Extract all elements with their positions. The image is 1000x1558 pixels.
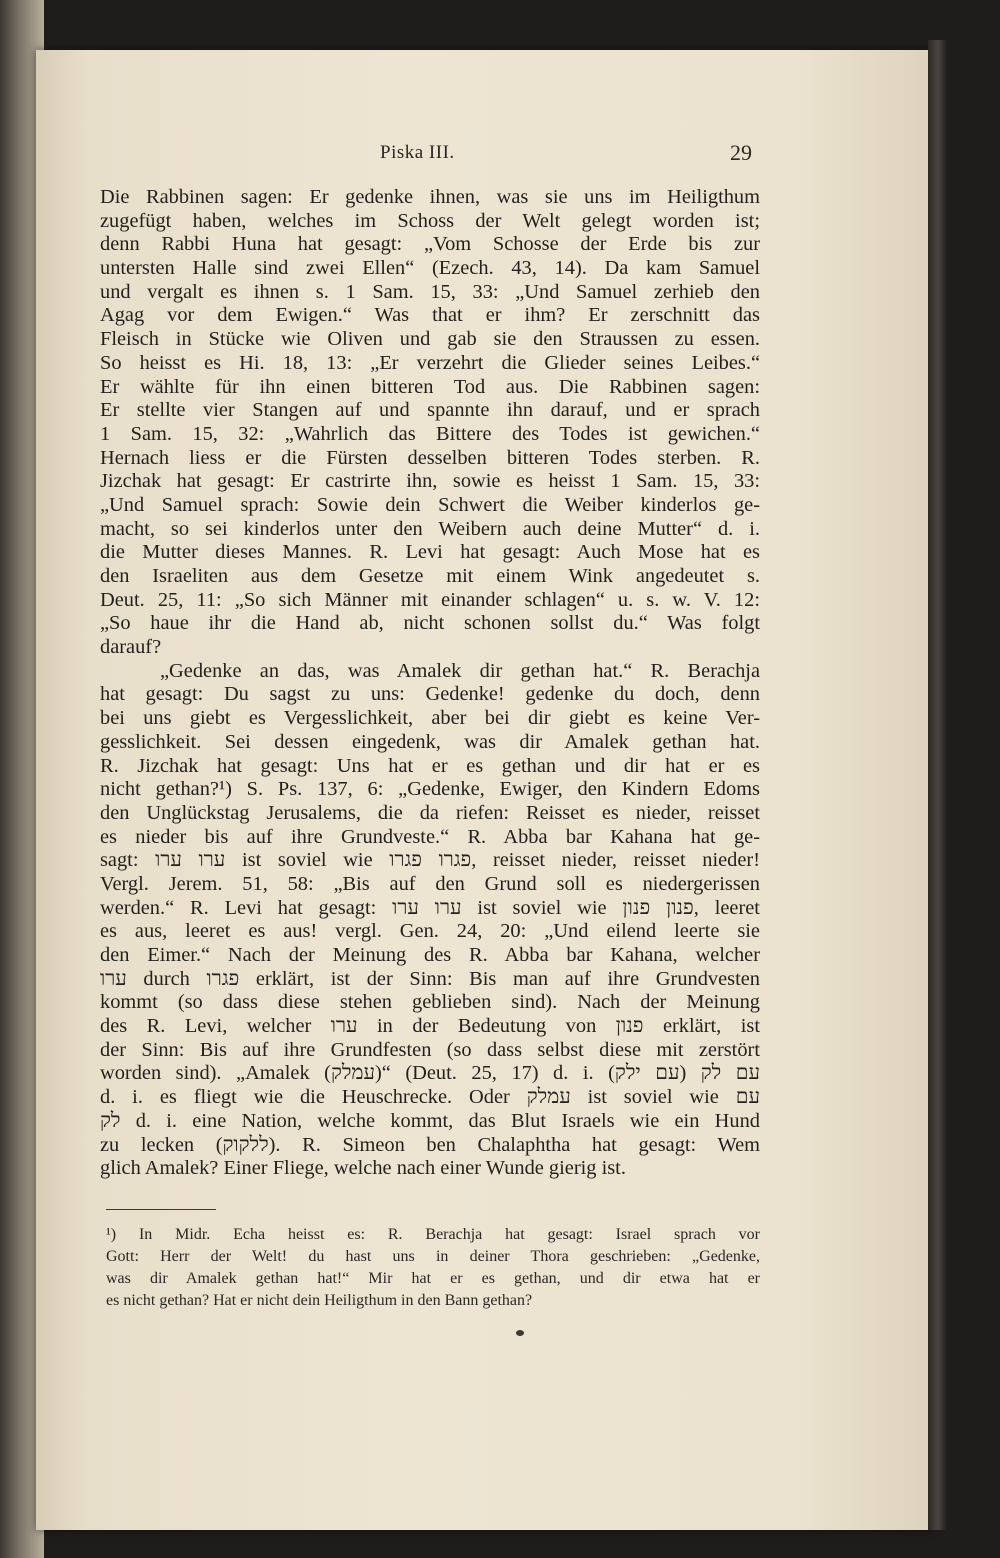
footnote: [106, 1224, 760, 1312]
text-line: es aus, leeret es aus! vergl. Gen. 24, 20: „Und eilend leerte sie: [100, 920, 760, 943]
text-line: Die Rabbinen sagen: Er gedenke ihnen, was sie uns im Heiligthum: [100, 186, 760, 208]
text-line: glich Amalek? Einer Fliege, welche nach einer Wunde gierig ist.: [100, 1157, 626, 1180]
ink-spot: [516, 1330, 524, 1336]
text-line: zu lecken (ללקוק). R. Simeon ben Chalaphtha hat gesagt: Wem: [100, 1133, 760, 1156]
footnote-divider: [106, 1209, 216, 1210]
text-line: kommt (so dass diese stehen geblieben sind). Nach der Meinung: [100, 991, 760, 1014]
page-number: 29: [730, 140, 752, 165]
text-line: denn Rabbi Huna hat gesagt: „Vom Schosse der Erde bis zur: [100, 233, 760, 256]
page-header: [0, 142, 1000, 172]
text-line: nicht gethan?¹) S. Ps. 137, 6: „Gedenke, Ewiger, den Kindern Edoms: [100, 778, 760, 801]
text-line: d. i. es fliegt wie die Heuschrecke. Oder עמלק ist soviel wie עם: [100, 1086, 760, 1109]
text-line: es nieder bis auf ihre Grundveste.“ R. Abba bar Kahana hat ge-: [100, 825, 760, 848]
text-line: sagt: ערו ערו ist soviel wie פגרו פגרו, reisset nieder, reisset nieder!: [100, 849, 761, 872]
text-line: darauf?: [100, 636, 162, 659]
book-cover-edge: [928, 40, 948, 1530]
text-line: לק d. i. eine Nation, welche kommt, das Blut Israels wie ein Hund: [100, 1109, 760, 1132]
text-line: Er wählte für ihn einen bitteren Tod aus. Die Rabbinen sagen:: [100, 375, 760, 398]
footnote-line: es nicht gethan? Hat er nicht dein Heiligthum in den Bann gethan?: [106, 1292, 533, 1309]
running-title: Piska III.: [380, 142, 455, 163]
text-line: worden sind). „Amalek (עמלק)“ (Deut. 25, 17) d. i. עם לק (עם ילק): [100, 1062, 760, 1085]
text-line: hat gesagt: Du sagst zu uns: Gedenke! gedenke du doch, denn: [100, 683, 760, 706]
text-line: zugefügt haben, welches im Schoss der Welt gelegt worden ist;: [100, 209, 760, 232]
footnote-line: ¹) In Midr. Echa heisst es: R. Berachja hat gesagt: Israel sprach vor: [106, 1226, 760, 1243]
text-line: den Eimer.“ Nach der Meinung des R. Abba bar Kahana, welcher: [100, 944, 760, 966]
text-line: der Sinn: Bis auf ihre Grundfesten (so dass selbst diese mit zerstört: [100, 1038, 760, 1061]
text-line: werden.“ R. Levi hat gesagt: ערו ערו ist soviel wie פנון פנון, leeret: [100, 896, 760, 919]
text-line: und vergalt es ihnen s. 1 Sam. 15, 33: „Und Samuel zerhieb den: [100, 280, 760, 303]
text-line: Jizchak hat gesagt: Er castrirte ihn, sowie es heisst 1 Sam. 15, 33:: [100, 470, 760, 493]
footnote-line: was dir Amalek gethan hat!“ Mir hat er es gethan, und dir etwa hat er: [106, 1270, 760, 1287]
text-line: ערו durch פגרו erklärt, ist der Sinn: Bis man auf ihre Grundvesten: [100, 967, 760, 990]
text-line: Er stellte vier Stangen auf und spannte ihn darauf, und er sprach: [100, 399, 760, 422]
text-line: „So haue ihr die Hand ab, nicht schonen sollst du.“ Was folgt: [100, 612, 760, 635]
text-line: den Unglückstag Jerusalems, die da riefen: Reisset es nieder, reisset: [100, 801, 760, 824]
text-line: bei uns giebt es Vergesslichkeit, aber bei dir giebt es keine Ver-: [100, 707, 760, 730]
text-line: Agag vor dem Ewigen.“ Was that er ihm? Er zerschnitt das: [100, 304, 760, 327]
text-line: die Mutter dieses Mannes. R. Levi hat gesagt: Auch Mose hat es: [100, 541, 760, 564]
text-line: „Und Samuel sprach: Sowie dein Schwert die Weiber kinderlos ge-: [100, 493, 760, 516]
text-line: Vergl. Jerem. 51, 58: „Bis auf den Grund soll es niedergerissen: [100, 872, 760, 895]
text-line: „Gedenke an das, was Amalek dir gethan hat.“ R. Berachja: [160, 659, 760, 682]
text-line: Deut. 25, 11: „So sich Männer mit einander schlagen“ u. s. w. V. 12:: [100, 588, 760, 611]
footnote-line: Gott: Herr der Welt! du hast uns in deiner Thora geschrieben: „Gedenke,: [106, 1248, 760, 1265]
text-line: Fleisch in Stücke wie Oliven und gab sie den Straussen zu essen.: [100, 328, 760, 351]
text-line: Hernach liess er die Fürsten desselben bitteren Todes sterben. R.: [100, 446, 760, 469]
main-text: [100, 186, 760, 1181]
text-line: macht, so sei kinderlos unter den Weibern auch deine Mutter“ d. i.: [100, 517, 760, 540]
text-line: 1 Sam. 15, 32: „Wahrlich das Bittere des Todes ist gewichen.“: [100, 422, 760, 445]
text-line: So heisst es Hi. 18, 13: „Er verzehrt die Glieder seines Leibes.“: [100, 351, 760, 374]
text-line: untersten Halle sind zwei Ellen“ (Ezech. 43, 14). Da kam Samuel: [100, 257, 760, 280]
text-line: R. Jizchak hat gesagt: Uns hat er es gethan und dir hat er es: [100, 754, 760, 777]
text-line: den Israeliten aus dem Gesetze mit einem Wink angedeutet s.: [100, 565, 760, 587]
text-line: gesslichkeit. Sei dessen eingedenk, was dir Amalek gethan hat.: [100, 730, 760, 753]
text-line: des R. Levi, welcher ערו in der Bedeutung von פנון erklärt, ist: [100, 1015, 760, 1038]
